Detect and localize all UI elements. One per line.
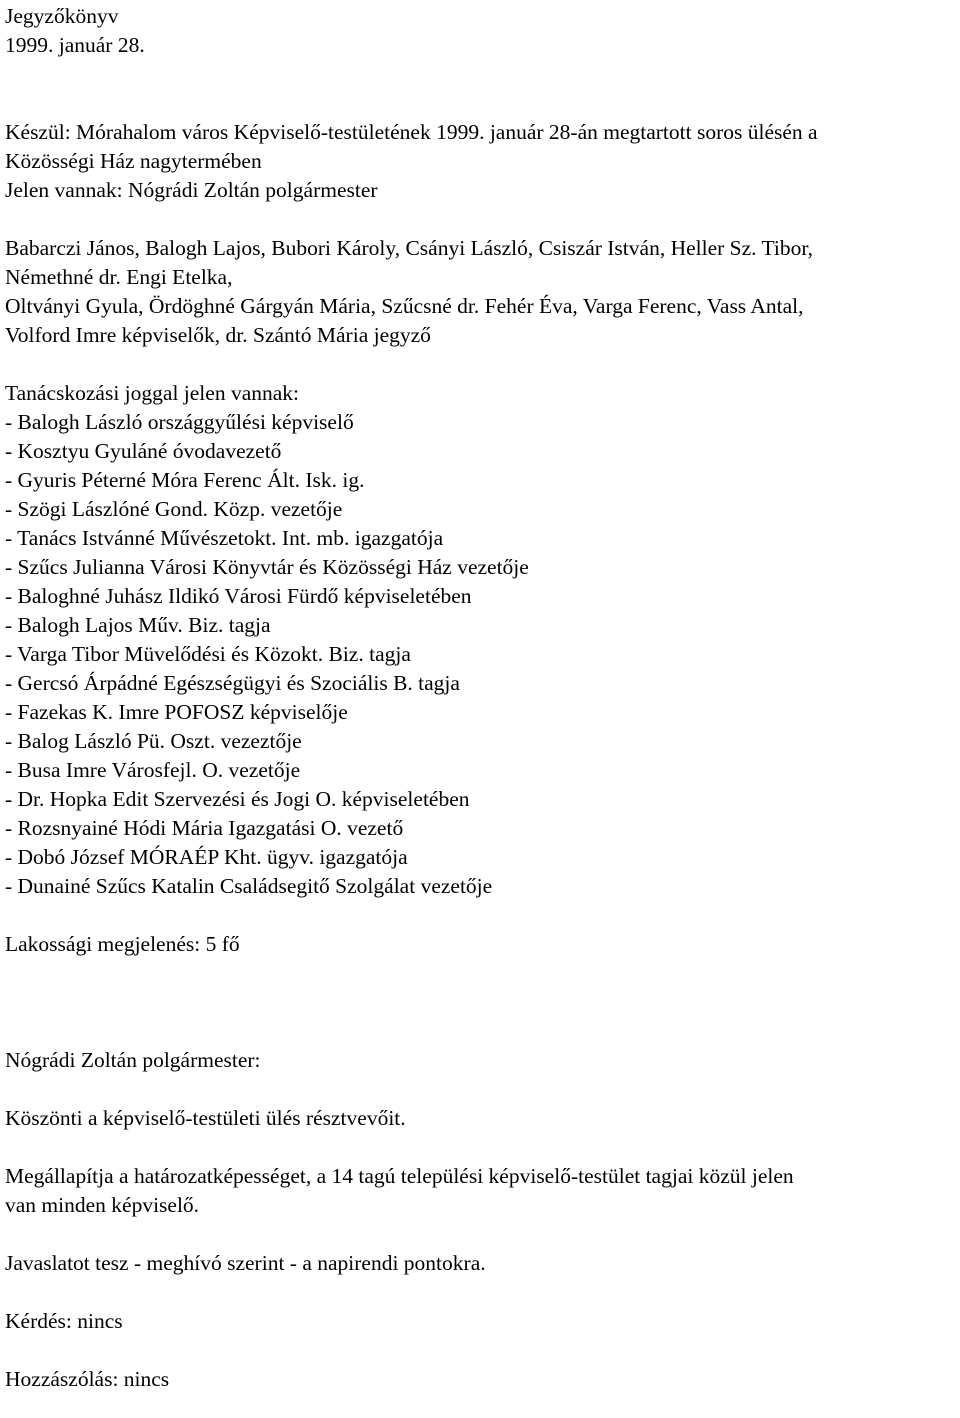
- advisory-item: - Gyuris Péterné Móra Ferenc Ált. Isk. ig.: [5, 468, 365, 492]
- advisory-item: - Kosztyu Gyuláné óvodavezető: [5, 439, 282, 463]
- advisory-item: - Gercsó Árpádné Egészségügyi és Szociális B. tagja: [5, 671, 460, 695]
- advisory-item: - Rozsnyainé Hódi Mária Igazgatási O. vezető: [5, 816, 404, 840]
- advisory-item: - Baloghné Juhász Ildikó Városi Fürdő képviseletében: [5, 584, 472, 608]
- document-title: Jegyzőkönyv: [5, 4, 119, 28]
- advisory-item: - Balog László Pü. Oszt. vezeztője: [5, 729, 302, 753]
- spacer: [5, 60, 957, 118]
- quorum-line-1: Megállapítja a határozatképességet, a 14 tagú települési képviselő-testület tagjai közül jelen: [5, 1164, 794, 1188]
- advisory-item: - Dunainé Szűcs Katalin Családsegitő Szolgálat vezetője: [5, 874, 493, 898]
- advisory-item: - Fazekas K. Imre POFOSZ képviselője: [5, 700, 348, 724]
- quorum-line-2: van minden képviselő.: [5, 1193, 200, 1217]
- spacer: [5, 1133, 957, 1162]
- advisory-item: - Dobó József MÓRAÉP Kht. ügyv. igazgatója: [5, 845, 408, 869]
- spacer: [5, 350, 957, 379]
- members-line: Volford Imre képviselők, dr. Szántó Mária jegyző: [5, 323, 431, 347]
- comment-line: Hozzászólás: nincs: [5, 1367, 170, 1391]
- spacer: [5, 959, 957, 1017]
- members-line: Babarczi János, Balogh Lajos, Bubori Károly, Csányi László, Csiszár István, Heller Sz. Tibor,: [5, 236, 814, 260]
- advisory-item: - Busa Imre Városfejl. O. vezetője: [5, 758, 301, 782]
- greeting-line: Köszönti a képviselő-testületi ülés résztvevőit.: [5, 1106, 406, 1130]
- intro-line-1: Készül: Mórahalom város Képviselő-testületének 1999. január 28-án megtartott soros ülésén a: [5, 120, 818, 144]
- members-line: Némethné dr. Engi Etelka,: [5, 265, 233, 289]
- spacer: [5, 1278, 957, 1307]
- document: [5, 0, 957, 1394]
- advisory-item: - Szögi Lászlóné Gond. Közp. vezetője: [5, 497, 343, 521]
- document-date: 1999. január 28.: [5, 33, 145, 57]
- advisory-heading: Tanácskozási joggal jelen vannak:: [5, 381, 300, 405]
- advisory-item: - Tanács Istvánné Művészetokt. Int. mb. igazgatója: [5, 526, 444, 550]
- intro-line-2: Közösségi Ház nagytermében: [5, 149, 262, 173]
- spacer: [5, 205, 957, 234]
- spacer: [5, 1220, 957, 1249]
- speaker-line: Nógrádi Zoltán polgármester:: [5, 1048, 261, 1072]
- spacer: [5, 1336, 957, 1365]
- proposal-line: Javaslatot tesz - meghívó szerint - a napirendi pontokra.: [5, 1251, 486, 1275]
- members-list: [5, 234, 957, 350]
- spacer: [5, 901, 957, 930]
- advisory-section: [5, 379, 957, 901]
- spacer: [5, 1075, 957, 1104]
- spacer: [5, 1017, 957, 1046]
- advisory-item: - Szűcs Julianna Városi Könyvtár és Közösségi Ház vezetője: [5, 555, 529, 579]
- public-attendance: Lakossági megjelenés: 5 fő: [5, 932, 240, 956]
- question-line: Kérdés: nincs: [5, 1309, 123, 1333]
- advisory-item: - Balogh László országgyűlési képviselő: [5, 410, 354, 434]
- advisory-item: - Balogh Lajos Műv. Biz. tagja: [5, 613, 271, 637]
- advisory-item: - Dr. Hopka Edit Szervezési és Jogi O. képviseletében: [5, 787, 470, 811]
- present-line: Jelen vannak: Nógrádi Zoltán polgármester: [5, 178, 378, 202]
- advisory-item: - Varga Tibor Müvelődési és Közokt. Biz. tagja: [5, 642, 411, 666]
- members-line: Oltványi Gyula, Ördöghné Gárgyán Mária, Szűcsné dr. Fehér Éva, Varga Ferenc, Vass Antal,: [5, 294, 804, 318]
